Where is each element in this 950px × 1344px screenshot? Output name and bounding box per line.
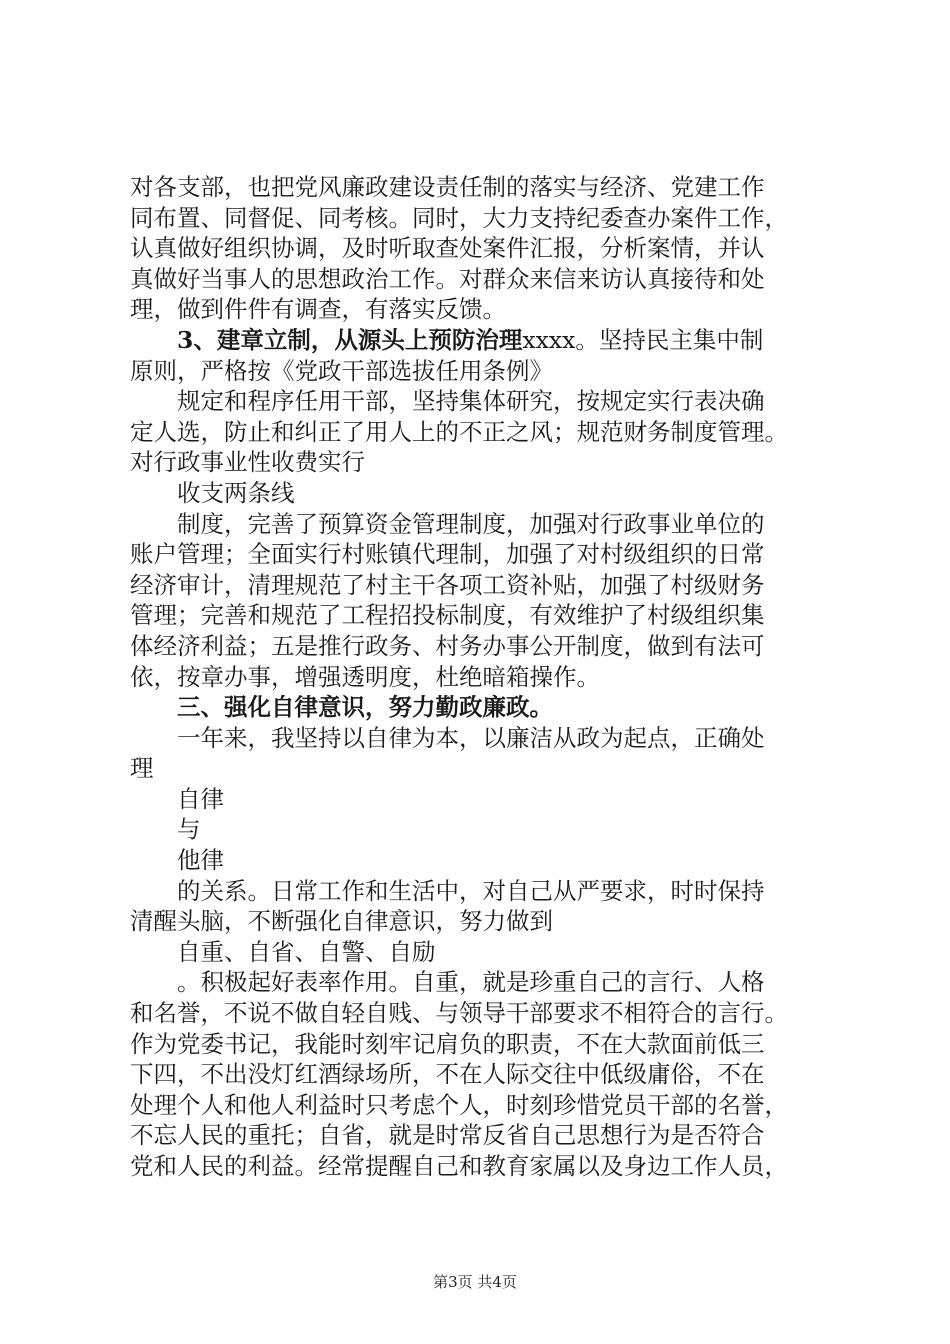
- text-line-content: 对行政事业性收费实行: [130, 448, 365, 477]
- text-line-content: 账户管理；全面实行村账镇代理制，加强了对村级组织的日常: [130, 540, 765, 569]
- text-line: [130, 386, 840, 417]
- text-line: [130, 1151, 840, 1182]
- text-line: [130, 356, 840, 387]
- text-line-content: 规定和程序任用干部，坚持集体研究，按规定实行表决确: [177, 387, 765, 416]
- text-line-content: 收支两条线: [177, 478, 295, 507]
- text-line: [130, 784, 840, 815]
- text-line-content: 体经济利益；五是推行政务、村务办事公开制度，做到有法可: [130, 631, 765, 660]
- text-line: [130, 1059, 840, 1090]
- text-line-content: 同布置、同督促、同考核。同时，大力支持纪委查办案件工作，: [130, 203, 788, 232]
- text-line-content: 3、建章立制，从源头上预防治理: [177, 325, 523, 354]
- text-line: [130, 203, 840, 234]
- text-line-content: 他律: [177, 846, 224, 875]
- text-line-content: 清醒头脑，不断强化自律意识，努力做到: [130, 907, 553, 936]
- text-line: [130, 478, 840, 509]
- text-line: [130, 814, 840, 845]
- text-line: [130, 845, 840, 876]
- text-line-content: 真做好当事人的思想政治工作。对群众来信来访认真接待和处: [130, 264, 765, 293]
- text-line-content: 自律: [177, 784, 224, 813]
- text-line-content: 理，做到件件有调查，有落实反馈。: [130, 295, 506, 324]
- text-line-content: 管理；完善和规范了工程招投标制度，有效维护了村级组织集: [130, 601, 765, 630]
- text-line: [130, 723, 840, 754]
- text-line-content: 处理个人和他人利益时只考虑个人，时刻珍惜党员干部的名誉，: [130, 1090, 788, 1119]
- text-line-content: 原则，严格按《党政干部选拔任用条例》: [130, 356, 553, 385]
- text-line: [130, 753, 840, 784]
- text-line: [130, 967, 840, 998]
- text-line: [130, 294, 840, 325]
- text-line: [130, 417, 840, 448]
- text-line-content: 经济审计，清理规范了村主干各项工资补贴，加强了村级财务: [130, 570, 765, 599]
- text-line: [130, 1090, 840, 1121]
- text-line-content: 认真做好组织协调，及时听取查处案件汇报，分析案情，并认: [130, 234, 765, 263]
- text-line: [130, 906, 840, 937]
- text-line-content: 党和人民的利益。经常提醒自己和教育家属以及身边工作人员，: [130, 1152, 788, 1180]
- text-line: [130, 264, 840, 295]
- text-line: [130, 325, 840, 356]
- text-line-content: 。积极起好表率作用。自重，就是珍重自己的言行、人格: [177, 968, 765, 997]
- text-line-content: 和名誉，不说不做自轻自贱、与领导干部要求不相符合的言行。: [130, 999, 788, 1028]
- text-line-content: 制度，完善了预算资金管理制度，加强对行政事业单位的: [177, 509, 765, 538]
- text-line-content: 理: [130, 754, 154, 783]
- text-line-content: 自重、自省、自警、自励: [177, 937, 436, 966]
- page-footer: 第3页 共4页: [433, 1273, 517, 1291]
- text-line-content: 的关系。日常工作和生活中，对自己从严要求，时时保持: [177, 876, 765, 905]
- text-line: [130, 998, 840, 1029]
- text-line-content: 一年来，我坚持以自律为本，以廉洁从政为起点，正确处: [177, 723, 765, 752]
- text-line: [130, 570, 840, 601]
- text-line: [130, 539, 840, 570]
- body-text: [130, 172, 840, 1182]
- text-line: [130, 876, 840, 907]
- text-line: [130, 1120, 840, 1151]
- text-line-content: 不忘人民的重托；自省，就是时常反省自己思想行为是否符合: [130, 1121, 765, 1150]
- text-line-content: 三、强化自律意识，努力勤政廉政。: [177, 693, 553, 722]
- text-line-tail: xxxx。坚持民主集中制: [522, 325, 764, 354]
- text-line: [130, 937, 840, 968]
- text-line: [130, 233, 840, 264]
- text-line: [130, 1029, 840, 1060]
- text-line-content: 对各支部，也把党风廉政建设责任制的落实与经济、党建工作: [130, 173, 765, 201]
- text-line-content: 下四，不出没灯红酒绿场所，不在人际交往中低级庸俗，不在: [130, 1060, 765, 1089]
- text-line: [130, 692, 840, 723]
- text-line: [130, 631, 840, 662]
- text-line-content: 定人选，防止和纠正了用人上的不正之风；规范财务制度管理。: [130, 417, 788, 446]
- text-line: [130, 447, 840, 478]
- text-line: [130, 600, 840, 631]
- text-line: [130, 662, 840, 693]
- text-line-content: 作为党委书记，我能时刻牢记肩负的职责，不在大款面前低三: [130, 1029, 765, 1058]
- text-line-content: 与: [177, 815, 201, 844]
- text-line: [130, 509, 840, 540]
- text-line: [130, 172, 840, 203]
- text-line-content: 依，按章办事，增强透明度，杜绝暗箱操作。: [130, 662, 600, 691]
